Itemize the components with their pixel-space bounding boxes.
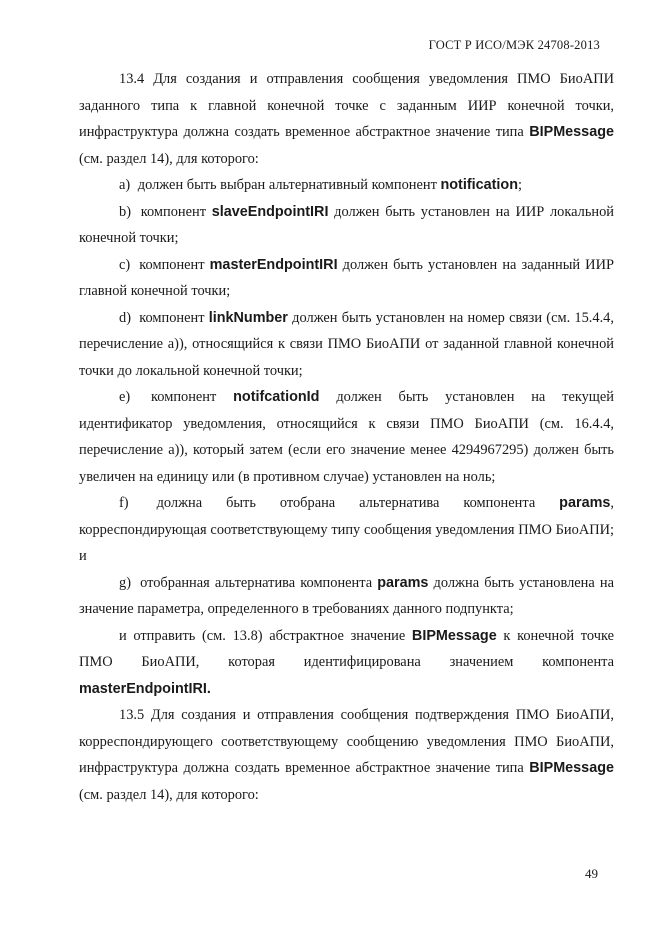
paragraph-text: компонент (140, 203, 212, 220)
paragraph-send (79, 623, 614, 703)
code-term: params (559, 495, 611, 511)
paragraph-text: должен быть выбран альтернативный компонент (137, 177, 441, 193)
paragraph-text: должна быть отобрана альтернатива компонента (156, 495, 560, 511)
paragraph-text: компонент (139, 256, 210, 273)
paragraph-text: должен быть установлен на номер связи (см. 15.4.4, перечисление a)), относящийся к связи ПМО БиоАПИ от заданной главной конечной точки до локальной конечной точки; (79, 309, 614, 379)
paragraph-text: и отправить (см. 13.8) абстрактное значение (119, 627, 412, 644)
list-item-e (79, 384, 614, 490)
paragraph-13-4 (79, 66, 614, 172)
code-term: BIPMessage (411, 627, 497, 644)
paragraph-text: должна быть установлена на значение параметра, определенного в требованиях данного подпункта; (79, 574, 614, 617)
code-term: BIPMessage (529, 124, 614, 140)
paragraph-text: должен быть установлен на текущей идентификатор уведомления, относящийся к связи ПМО БиоАПИ (см. 16.4.4, перечисление a)), который затем (если его значение менее 4294967295) должен быть увеличен на единицу или (в противном случае) установлен на ноль; (79, 389, 614, 485)
list-item-a (79, 172, 614, 199)
paragraph-text: (см. раздел 14), для которого: (79, 150, 259, 167)
paragraph-text: (см. раздел 14), для которого: (79, 786, 259, 803)
code-term: slaveEndpointIRI (211, 203, 329, 220)
code-term: BIPMessage (529, 760, 614, 776)
list-item-b (79, 199, 614, 252)
list-marker: f) (119, 495, 129, 511)
list-item-c (79, 252, 614, 305)
code-term: masterEndpointIRI (209, 256, 338, 273)
list-marker: e) (119, 389, 131, 405)
list-marker: g) (119, 574, 131, 591)
list-item-f (79, 490, 614, 570)
code-term: notification (440, 177, 519, 193)
paragraph-text: 13.5 Для создания и отправления сообщения подтверждения ПМО БиоАПИ, корреспондирующего соответствующему сообщению уведомления ПМО БиоАПИ, инфраструктура должна создать временное абстрактное значение типа (79, 707, 614, 776)
page-number: 49 (585, 866, 598, 881)
document-header: ГОСТ Р ИСО/МЭК 24708-2013 (428, 38, 600, 52)
list-marker: b) (119, 203, 131, 220)
code-term: linkNumber (208, 309, 288, 326)
paragraph-text: должен быть установлен на заданный ИИР главной конечной точки; (79, 256, 614, 299)
paragraph-text: 13.4 Для создания и отправления сообщения уведомления ПМО БиоАПИ заданного типа к главной конечной точке с заданным ИИР конечной точки, инфраструктура должна создать временное абстрактное значение типа (79, 71, 614, 140)
list-item-g (79, 570, 614, 623)
paragraph-text: компонент (139, 309, 209, 326)
paragraph-text: , корреспондирующая соответствующему типу сообщения уведомления ПМО БиоАПИ; и (79, 495, 614, 564)
list-marker: d) (119, 309, 131, 326)
list-marker: a) (119, 177, 131, 193)
paragraph-text: ; (518, 177, 523, 193)
paragraph-text: отобранная альтернатива компонента (140, 574, 378, 591)
code-term: notifcationId (233, 389, 320, 405)
list-marker: c) (119, 256, 131, 273)
paragraph-text: компонент (151, 389, 234, 405)
paragraph-13-5 (79, 702, 614, 808)
paragraph-text: должен быть установлен на ИИР локальной конечной точки; (79, 203, 614, 246)
code-term: params (377, 574, 429, 591)
paragraph-text: к конечной точке ПМО БиоАПИ, которая идентифицирована значением компонента (79, 627, 614, 670)
code-term: masterEndpointIRI. (79, 680, 211, 697)
page-body (79, 66, 614, 808)
list-item-d (79, 305, 614, 385)
